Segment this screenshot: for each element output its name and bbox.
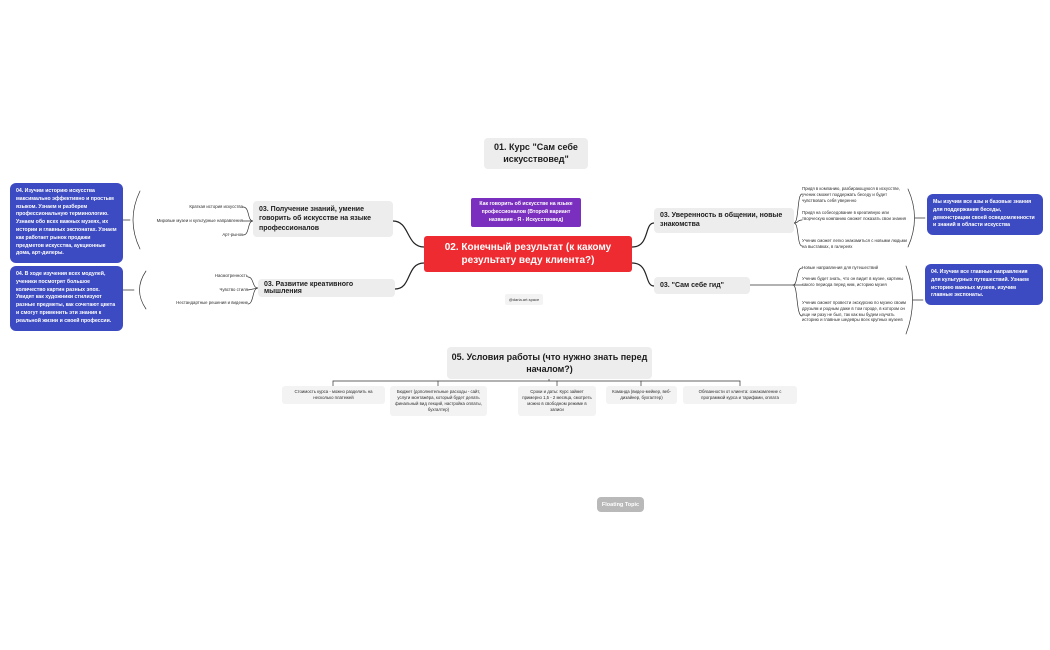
topic-creative[interactable]: 03. Развитие креативного мышления bbox=[258, 279, 395, 297]
leaf-guide-child[interactable]: Новые направления для путешествий bbox=[802, 265, 879, 270]
leaf-confidence-child[interactable]: Ученик сможет легко знакомиться с новыми людьми на выставках, в галереях bbox=[802, 238, 907, 249]
leaf-creative-child[interactable]: Насмотренность bbox=[214, 273, 248, 278]
card-terms-child[interactable]: Сроки и даты: Курс займет примерно 1,5 - 2 месяца, смотреть можно в свободном режиме в записи bbox=[518, 386, 596, 416]
leaf-knowledge-child[interactable]: Краткая история искусства bbox=[189, 204, 243, 209]
callout-guide[interactable]: 04. Изучим все главные направления для культурных путешествий. Узнаем историю важных музеев, изучим главные экспонаты. bbox=[925, 264, 1043, 305]
callout-creative[interactable]: 04. В ходе изучения всех модулей, ученики посмотрят большое количество картин разных эпох. Увидят как художники стилизуют разные предметы, как сочетают цвета и смогут применить эти знания к реальной жизни и своей профессии. bbox=[10, 266, 123, 331]
topic-final-result[interactable]: 02. Конечный результат (к какому результату веду клиента?) bbox=[424, 236, 632, 272]
topic-guide[interactable]: 03. "Сам себе гид" bbox=[654, 277, 750, 294]
leaf-guide-child[interactable]: Ученик сможет провести экскурсию по музею своим друзьям и родным даже в том городе, в котором он еще ни разу не был, так как мы будем изучать историю и главные шедевры всех крупных музеев bbox=[802, 300, 906, 323]
card-terms-child[interactable]: Стоимость курса - можно разделить на несколько платежей bbox=[282, 386, 385, 404]
topic-terms[interactable]: 05. Условия работы (что нужно знать перед началом?) bbox=[447, 347, 652, 379]
leaf-confidence-child[interactable]: Придя на собеседование в креативную или творческую компанию сможет показать свои знания bbox=[802, 210, 906, 221]
topic-knowledge[interactable]: 03. Получение знаний, умение говорить об искусстве на языке профессионалов bbox=[253, 201, 393, 237]
instagram-handle[interactable]: @daria.art.space bbox=[505, 294, 543, 305]
leaf-knowledge-child[interactable]: Мировые музеи и культурные направления bbox=[156, 218, 243, 223]
topic-confidence[interactable]: 03. Уверенность в общении, новые знакомства bbox=[654, 208, 794, 233]
topic-course-title[interactable]: 01. Курс "Сам себе искусствовед" bbox=[484, 138, 588, 169]
card-terms-child[interactable]: Команда (видео-мейкер, веб-дизайнер, бухгалтер) bbox=[606, 386, 677, 404]
callout-knowledge[interactable]: 04. Изучим историю искусства максимально эффективно и простым языком. Узнаем и разберем профессиональную терминологию. Узнаем обо всех важных музеях, их истории и главных экспонатах. Узнаем как работает рынок продажи предметов искусства, аукционные дома, арт-дилеры. bbox=[10, 183, 123, 263]
leaf-guide-child[interactable]: Ученик будет знать, что он видит в музее, картины какого периода перед ним, историю музея bbox=[802, 276, 904, 287]
callout-confidence[interactable]: Мы изучим все азы и базовые знания для поддержания беседы, демонстрации своей осведомленности и знаний в области искусства bbox=[927, 194, 1043, 235]
floating-topic-pill[interactable]: Floating Topic bbox=[597, 497, 644, 512]
card-terms-child[interactable]: Бюджет (дополнительные расходы - сайт, услуги монтажёра, который будет делать финальный вид лекций, настройка оплаты, бухгалтер) bbox=[390, 386, 487, 416]
leaf-confidence-child[interactable]: Придя в компанию, разбирающуюся в искусстве, ученик сможет поддержать беседу и будет чувствовать себя уверенно bbox=[802, 186, 901, 203]
note-course-alt-name[interactable]: Как говорить об искусстве на языке профессионалов (Второй вариант названия - Я - Искусствовед) bbox=[471, 198, 581, 227]
leaf-creative-child[interactable]: Чувство стиля bbox=[219, 287, 248, 292]
leaf-knowledge-child[interactable]: Арт-рынок bbox=[222, 232, 243, 237]
card-terms-child[interactable]: Обязанности от клиента: ознакомление с программой курса и тарифами, оплата bbox=[683, 386, 797, 404]
leaf-creative-child[interactable]: Нестандартные решения и видение bbox=[176, 300, 248, 305]
